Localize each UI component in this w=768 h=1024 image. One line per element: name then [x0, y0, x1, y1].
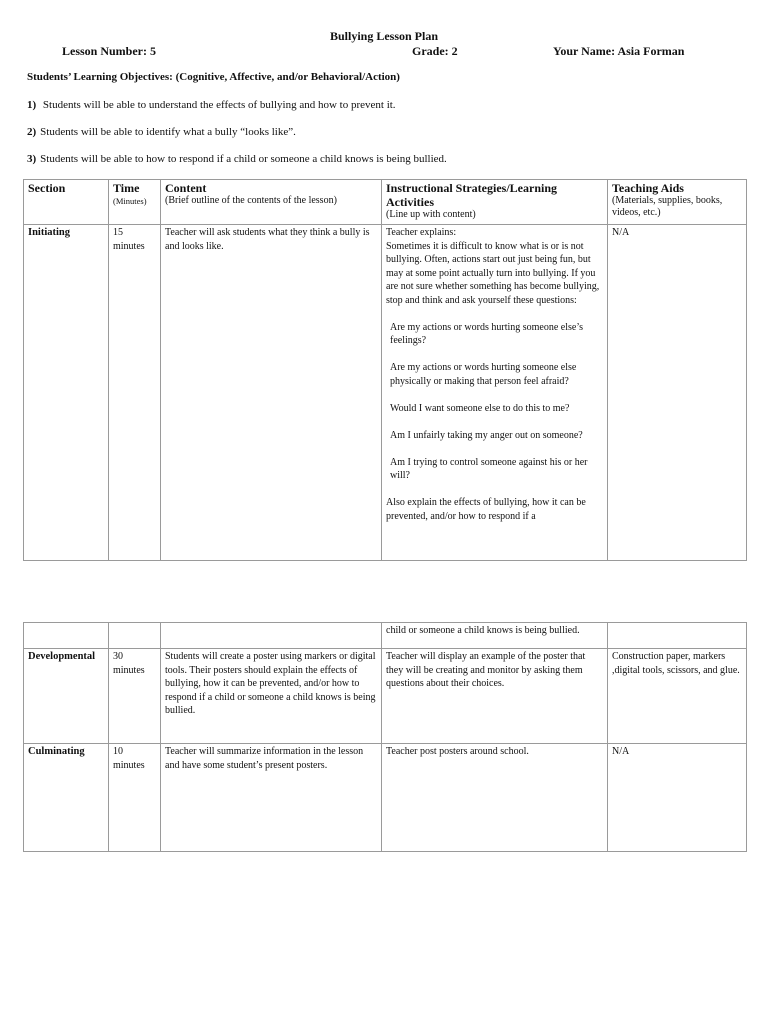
- objective-1: [27, 99, 396, 111]
- objectives-heading: Students’ Learning Objectives: (Cognitive, Affective, and/or Behavioral/Action): [27, 71, 400, 83]
- strategy-question: Am I trying to control someone against his or her will?: [390, 456, 588, 481]
- initiating-time: 15 minutes: [109, 225, 161, 561]
- objective-text: Students will be able to understand the effects of bullying and how to prevent it.: [40, 99, 396, 111]
- objective-number: 3): [27, 153, 37, 165]
- strategy-question: Are my actions or words hurting someone else’s feelings?: [390, 321, 584, 346]
- strategy-closing: Also explain the effects of bullying, how it can be prevented, and/or how to respond if a: [386, 497, 586, 522]
- culminating-time: 10 minutes: [109, 744, 161, 852]
- grade: Grade: 2: [412, 44, 458, 58]
- table-row-initiating: [24, 225, 747, 561]
- table-row-culminating: [24, 744, 747, 852]
- developmental-time: 30 minutes: [109, 649, 161, 744]
- header-strategies: Instructional Strategies/Learning Activities (Line up with content): [382, 180, 608, 225]
- table-header-row: [24, 180, 747, 225]
- strategy-question: Are my actions or words hurting someone else physically or making that person feel afraid?: [390, 362, 577, 387]
- objective-number: 1): [27, 99, 37, 111]
- strategy-intro: Teacher explains:: [386, 227, 457, 238]
- header-content: Content (Brief outline of the contents of the lesson): [161, 180, 382, 225]
- header-aids: Teaching Aids (Materials, supplies, books, videos, etc.): [608, 180, 747, 225]
- initiating-content: Teacher will ask students what they think a bully is and looks like.: [161, 225, 382, 561]
- strategy-body: Sometimes it is difficult to know what is or is not bullying. Often, actions start out just being fun, but may at some point actually turn into bullying. If you are not sure whether something has become bullying, stop and think and ask yourself these questions:: [386, 240, 600, 306]
- header-time: Time (Minutes): [109, 180, 161, 225]
- lesson-number: Lesson Number: 5: [62, 44, 157, 58]
- objective-2: [27, 126, 296, 138]
- culminating-aids: N/A: [608, 744, 747, 852]
- developmental-aids: Construction paper, markers ,digital tools, scissors, and glue.: [608, 649, 747, 744]
- initiating-aids: N/A: [608, 225, 747, 561]
- initiating-strategies: [382, 225, 608, 561]
- developmental-strategies: Teacher will display an example of the poster that they will be creating and monitor by asking them questions about their choices.: [382, 649, 608, 744]
- developmental-section: Developmental: [24, 649, 109, 744]
- header-section: Section: [24, 180, 109, 225]
- objective-number: 2): [27, 126, 37, 138]
- table-row-developmental: [24, 649, 747, 744]
- lesson-plan-table-page1: [23, 179, 747, 561]
- culminating-section: Culminating: [24, 744, 109, 852]
- initiating-section: Initiating: [24, 225, 109, 561]
- culminating-content: Teacher will summarize information in the lesson and have some student’s present posters.: [161, 744, 382, 852]
- document-title: Bullying Lesson Plan: [329, 29, 439, 43]
- developmental-content: Students will create a poster using markers or digital tools. Their posters should explain the effects of bullying, how it can be prevented, and/or how to respond if a child or someone a child knows is being bullied.: [161, 649, 382, 744]
- objective-3: [27, 153, 447, 165]
- continuation-strategies: child or someone a child knows is being bullied.: [382, 623, 608, 649]
- lesson-plan-table-page2: [23, 622, 747, 852]
- strategy-question: Would I want someone else to do this to me?: [390, 402, 570, 414]
- strategy-question: Am I unfairly taking my anger out on someone?: [390, 429, 583, 441]
- culminating-strategies: Teacher post posters around school.: [382, 744, 608, 852]
- objective-text: Students will be able to identify what a bully “looks like”.: [40, 126, 296, 138]
- your-name: Your Name: Asia Forman: [553, 44, 685, 58]
- table-row-continuation: [24, 623, 747, 649]
- objective-text: Students will be able to how to respond if a child or someone a child knows is being bullied.: [40, 153, 447, 165]
